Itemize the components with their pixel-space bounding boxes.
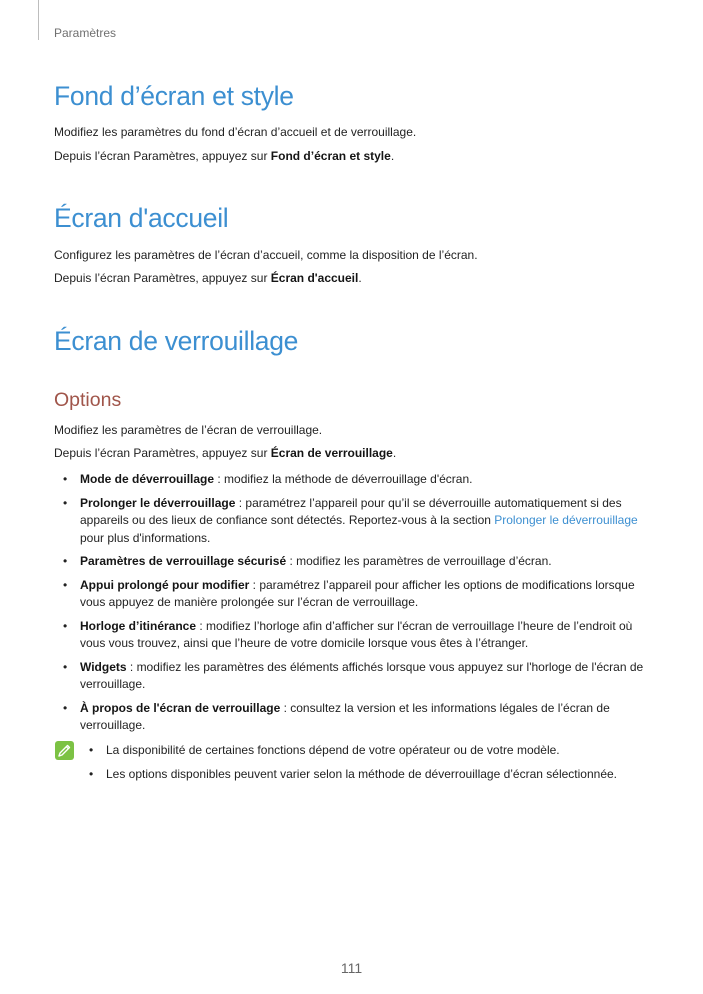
section-desc-lock: Modifiez les paramètres de l’écran de verrouillage. [54, 423, 323, 437]
path-target: Fond d’écran et style [270, 149, 391, 163]
list-item: • Horloge d’itinérance : modifiez l’horloge afin d’afficher sur l'écran de verrouillage l’heure de l’endroit où vous vous trouvez, ainsi que l’heure de votre domicile lorsque vous êtes à l’étranger. [63, 618, 633, 650]
list-item: • Paramètres de verrouillage sécurisé : modifiez les paramètres de verrouillage d’écran. [63, 554, 552, 568]
section-desc-wallpaper: Modifiez les paramètres du fond d’écran d’accueil et de verrouillage. [54, 125, 417, 139]
section-title-wallpaper: Fond d’écran et style [54, 81, 294, 111]
note-item: • La disponibilité de certaines fonctions dépend de votre opérateur ou de votre modèle. [89, 743, 560, 757]
header-divider [38, 0, 39, 40]
section-path-lock: Depuis l’écran Paramètres, appuyez sur Écran de verrouillage. [54, 446, 397, 460]
running-header: Paramètres [54, 26, 117, 40]
list-item: • Widgets : modifiez les paramètres des éléments affichés lorsque vous appuyez sur l'horloge de l'écran de verrouillage. [63, 659, 644, 691]
section-title-home: Écran d'accueil [54, 203, 229, 233]
list-item: • Prolonger le déverrouillage : paramétrez l’appareil pour qu’il se déverrouille automatiquement si des appareils ou des lieux de confiance sont détectés. Reportez-vous à la section Prolonger le déverrouillage pour plus d'informations. [63, 495, 638, 545]
options-list [54, 471, 654, 741]
page-number: 111 [340, 960, 363, 976]
section-title-lock: Écran de verrouillage [54, 326, 299, 356]
section-path-home: Depuis l’écran Paramètres, appuyez sur Écran d'accueil. [54, 271, 362, 285]
section-path-wallpaper: Depuis l’écran Paramètres, appuyez sur Fond d’écran et style. [54, 149, 395, 163]
path-target: Écran de verrouillage [270, 446, 393, 460]
note-list [80, 742, 660, 789]
list-item: • Mode de déverrouillage : modifiez la méthode de déverrouillage d'écran. [63, 472, 473, 486]
link-prolonger-deverrouillage[interactable]: Prolonger le déverrouillage [494, 513, 638, 527]
section-desc-home: Configurez les paramètres de l’écran d’accueil, comme la disposition de l’écran. [54, 248, 478, 262]
path-target: Écran d'accueil [270, 271, 359, 285]
note-pencil-icon [55, 741, 74, 760]
list-item: • À propos de l'écran de verrouillage : consultez la version et les informations légales de l’écran de verrouillage. [63, 700, 610, 732]
options-subtitle: Options [54, 389, 122, 411]
list-item: • Appui prolongé pour modifier : paramétrez l’appareil pour afficher les options de modifications lorsque vous appuyez de manière prolongée sur l’écran de verrouillage. [63, 577, 635, 609]
note-item: • Les options disponibles peuvent varier selon la méthode de déverrouillage d’écran sélectionnée. [89, 766, 617, 781]
